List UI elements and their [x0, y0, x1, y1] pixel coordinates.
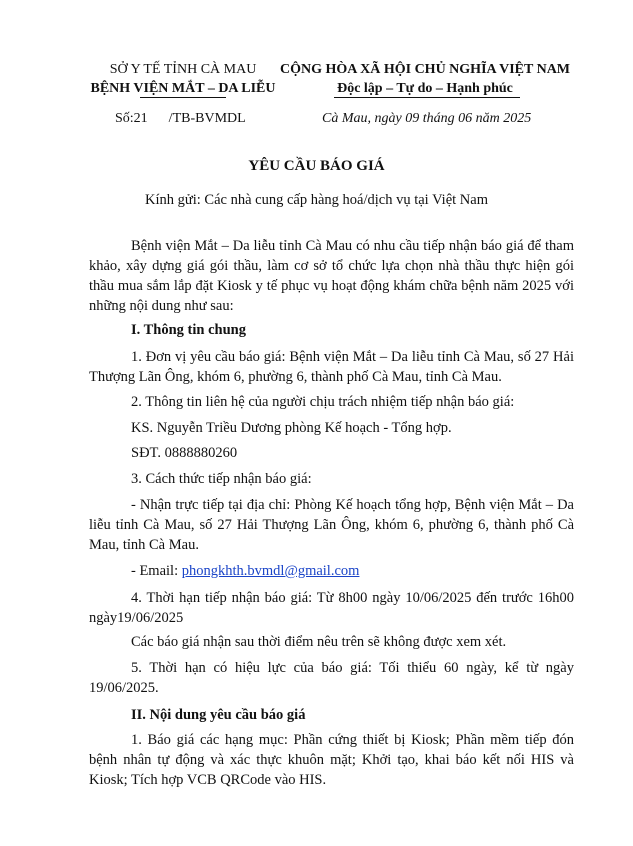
issuer-block: [88, 60, 278, 98]
section-1-heading: I. Thông tin chung: [131, 322, 246, 338]
contact-name: KS. Nguyễn Triều Dương phòng Kế hoạch - Tổng hợp.: [131, 420, 452, 436]
section-1-item-3: 3. Cách thức tiếp nhận báo giá:: [131, 471, 312, 487]
document-title: YÊU CẦU BÁO GIÁ: [248, 158, 385, 174]
section-1-item-5: 5. Thời hạn có hiệu lực của báo giá: Tối thiểu 60 ngày, kể từ ngày 19/06/2025.: [89, 660, 574, 696]
national-motto-block: [280, 60, 570, 98]
section-1-item-4: 4. Thời hạn tiếp nhận báo giá: Từ 8h00 ngày 10/06/2025 đến trước 16h00 ngày19/06/2025: [89, 590, 574, 626]
section-1-item-1: 1. Đơn vị yêu cầu báo giá: Bệnh viện Mắt – Da liễu tỉnh Cà Mau, số 27 Hải Thượng Lãn Ông, khóm 6, phường 6, thành phố Cà Mau, tỉnh Cà Mau.: [89, 349, 574, 385]
national-title: CỘNG HÒA XÃ HỘI CHỦ NGHĨA VIỆT NAM: [280, 62, 571, 77]
email-label: - Email:: [131, 563, 182, 579]
motto-underline: [334, 97, 520, 98]
document-date: Cà Mau, ngày 09 tháng 06 năm 2025: [322, 111, 532, 126]
national-motto: Độc lập – Tự do – Hạnh phúc: [337, 81, 513, 96]
document-number: Số:21 /TB-BVMDL: [115, 111, 246, 126]
email-link[interactable]: phongkhth.bvmdl@gmail.com: [181, 563, 360, 579]
late-submission-note: Các báo giá nhận sau thời điểm nêu trên sẽ không được xem xét.: [131, 634, 507, 650]
section-2-heading: II. Nội dung yêu cầu báo giá: [131, 707, 306, 723]
contact-phone: SĐT. 0888880260: [131, 445, 238, 461]
issuer-underline: [140, 97, 226, 98]
section-1-item-2: 2. Thông tin liên hệ của người chịu trách nhiệm tiếp nhận báo giá:: [131, 394, 515, 410]
salutation: Kính gửi: Các nhà cung cấp hàng hoá/dịch vụ tại Việt Nam: [145, 192, 488, 208]
issuer-department: SỞ Y TẾ TỈNH CÀ MAU: [109, 62, 257, 77]
direct-submission: - Nhận trực tiếp tại địa chỉ: Phòng Kế hoạch tổng hợp, Bệnh viện Mắt – Da liễu tỉnh Cà Mau, số 27 Hải Thượng Lãn Ông, khóm 6, phường 6, thành phố Cà Mau, tỉnh Cà Mau.: [89, 497, 574, 553]
section-2-item-1: 1. Báo giá các hạng mục: Phần cứng thiết bị Kiosk; Phần mềm tiếp đón bệnh nhân tự động và xác thực khuôn mặt; Khởi tạo, khai báo kết nối HIS và Kiosk; Tích hợp VCB QRCode vào HIS.: [89, 732, 574, 788]
issuer-hospital: BỆNH VIỆN MẮT – DA LIỄU: [90, 81, 276, 96]
email-line: [89, 561, 574, 581]
intro-paragraph: Bệnh viện Mắt – Da liễu tỉnh Cà Mau có nhu cầu tiếp nhận báo giá để tham khảo, xây dựng giá gói thầu, làm cơ sở tổ chức lựa chọn nhà thầu thực hiện gói thầu mua sắm lắp đặt Kiosk y tế phục vụ hoạt động khám chữa bệnh năm 2025 với những nội dung như sau:: [89, 238, 574, 314]
